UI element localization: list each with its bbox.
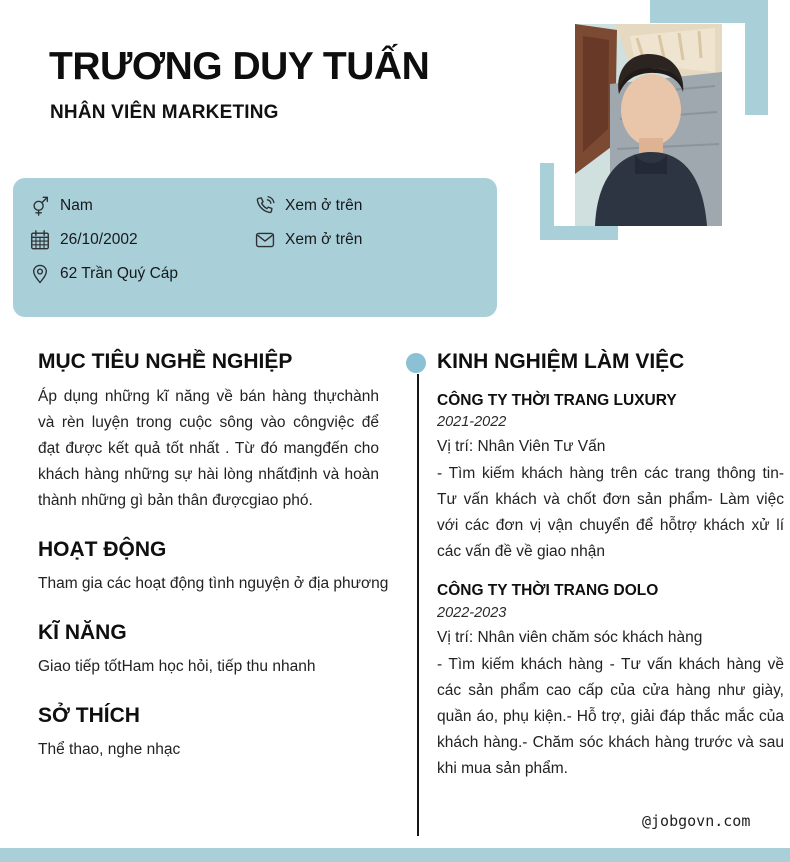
- section-body-skills: Giao tiếp tốtHam học hỏi, tiếp thu nhanh: [38, 658, 316, 675]
- section-heading-objective: MỤC TIÊU NGHỀ NGHIỆP: [38, 350, 293, 373]
- job-title-subtitle: NHÂN VIÊN MARKETING: [50, 102, 279, 123]
- section-body-activities: Tham gia các hoạt động tình nguyện ở địa phương: [38, 575, 389, 592]
- job-period: 2021-2022: [437, 414, 507, 430]
- section-heading-hobbies: SỞ THÍCH: [38, 704, 140, 727]
- job-company-name: CÔNG TY THỜI TRANG DOLO: [437, 582, 659, 599]
- contact-value-email: Xem ở trên: [285, 231, 363, 248]
- job-position: Vị trí: Nhân Viên Tư Vấn: [437, 438, 606, 455]
- job-period: 2022-2023: [437, 605, 507, 621]
- job-description: - Tìm kiếm khách hàng trên các trang thông tin- Tư vấn khách và chốt đơn sản phẩm- Làm việc với các đơn vị vận chuyển để hỗtrợ khách xử lí các vấn đề về giao nhận: [437, 465, 784, 560]
- job-position: Vị trí: Nhân viên chăm sóc khách hàng: [437, 629, 703, 646]
- contact-card: [13, 178, 497, 317]
- contact-row-address: [29, 263, 178, 285]
- profile-photo: [575, 24, 722, 226]
- contact-value-phone: Xem ở trên: [285, 197, 363, 214]
- section-heading-experience: KINH NGHIỆM LÀM VIỆC: [437, 350, 685, 373]
- section-body-objective: Áp dụng những kĩ năng về bán hàng thựchành và rèn luyện trong cuộc sông vào côngviệc để đạt được kết quả tốt nhất . Từ đó mangđến cho khách hàng những sự hài lòng nhấtđịnh và hoàn thành những gì bản thân đượcgiao phó.: [38, 388, 379, 509]
- phone-icon: [254, 195, 276, 217]
- section-heading-activities: HOẠT ĐỘNG: [38, 538, 167, 561]
- footer-accent-bar: [0, 848, 790, 862]
- contact-row-phone: [254, 195, 362, 217]
- timeline-dot: [406, 353, 426, 373]
- location-icon: [29, 263, 51, 285]
- contact-value-gender: Nam: [60, 197, 93, 214]
- gender-icon: [29, 195, 51, 217]
- section-heading-skills: KĨ NĂNG: [38, 621, 127, 644]
- watermark-text: @jobgovn.com: [642, 812, 751, 830]
- name-heading: TRƯƠNG DUY TUẤN: [49, 45, 430, 88]
- job-company-name: CÔNG TY THỜI TRANG LUXURY: [437, 392, 677, 409]
- photo-frame-right-bar: [745, 0, 768, 115]
- contact-value-birthdate: 26/10/2002: [60, 231, 138, 248]
- photo-frame-bottom-bar: [540, 226, 618, 240]
- section-body-hobbies: Thể thao, nghe nhạc: [38, 741, 181, 758]
- timeline-divider-line: [417, 374, 419, 836]
- contact-row-birthdate: [29, 229, 138, 251]
- contact-row-email: [254, 229, 362, 251]
- contact-value-address: 62 Trần Quý Cáp: [60, 265, 179, 282]
- calendar-icon: [29, 229, 51, 251]
- contact-row-gender: [29, 195, 93, 217]
- email-icon: [254, 229, 276, 251]
- job-description: - Tìm kiếm khách hàng - Tư vấn khách hàng về các sản phẩm cao cấp của cửa hàng như giày, quần áo, phụ kiện.- Hỗ trợ, giải đáp thắc mắc của khách hàng.- Chăm sóc khách hàng trước và sau khi mua sản phẩm.: [437, 656, 784, 777]
